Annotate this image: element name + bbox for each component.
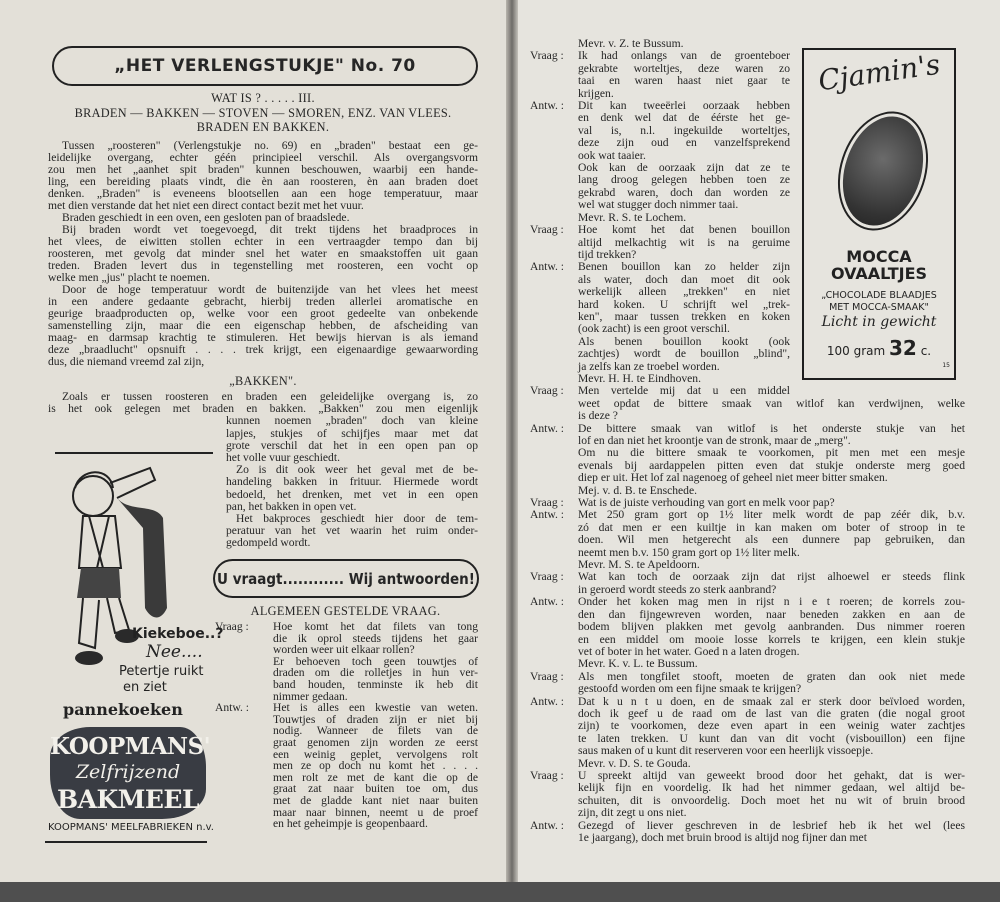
text-line: Benen bouillon kan zo helder zijn (578, 260, 790, 274)
text-line: Onder het koken mag men in rijst n i e t roeren; de korrels zou- (578, 595, 965, 609)
qa-label: Vraag : (530, 768, 564, 782)
text-line: met dien verstande dat het niet een direct contact bezit met het vuur. (48, 199, 364, 212)
text-line: kelijk fijn en voordelig. Ik had het nimmer gedaan, wel altijd be- (578, 781, 965, 795)
text-line: lang droog gelegen hebben toen ze (578, 173, 790, 187)
text-line: maar naar binnen, neemt u de proef (273, 805, 478, 819)
bakken-text (226, 415, 478, 549)
text-line: Wat kan toch de oorzaak zijn dat rijst alhoewel er steeds flink (578, 570, 965, 584)
qa-body (578, 596, 965, 658)
bakken-intro-text (48, 391, 478, 415)
qa-body (273, 621, 478, 702)
koopmans-bakmeel: BAKMEEL (56, 785, 200, 814)
text-line: Door de hoge temperatuur wordt de buitenzijde van het vlees het meest (62, 283, 478, 296)
text-line: ling, een bereiding plaats vindt, die èn aan roosteren, èn aan braden doet (48, 175, 478, 188)
mocca-oval-icon (826, 102, 940, 240)
ad-divider-top (55, 452, 213, 454)
subtitle-wat-is: WAT IS ? . . . . . III. (211, 91, 315, 105)
question-entry (215, 621, 478, 702)
subtitle-braden-bakken: BRADEN EN BAKKEN. (196, 120, 330, 134)
text-line: Mevr. v. Z. te Bussum. (578, 37, 684, 50)
text-line: Mevr. M. S. te Apeldoorn. (578, 558, 700, 572)
qa-label: Vraag : (530, 570, 564, 584)
qa-body (578, 770, 965, 820)
answer-entry (530, 596, 965, 658)
text-line: Mevr. H. H. te Eindhoven. (578, 371, 702, 385)
text-line: weet opdat de bittere smaak van witlof kan verdwijnen, welke (578, 396, 965, 410)
scan-background (0, 882, 1000, 902)
cjamin-tagline-2: MET MOCCA-SMAAK" (829, 302, 929, 313)
text-line: gestoofd worden om een fijne smaak te krijgen? (578, 682, 802, 696)
price-prefix: 100 gram (826, 344, 886, 358)
cjamin-tagline-1: „CHOCOLADE BLAADJES (821, 290, 937, 301)
text-line: Als benen bouillon kookt (ook (578, 334, 790, 348)
text-line: zijn, dit zegt u ons niet. (578, 806, 687, 820)
text-line: 1e jaargang), doch met bruin brood is altijd nog fijner dan met (578, 831, 867, 844)
text-line: schuiten, dit is onvoordelig. Doch moet het nu wit of bruin brood (578, 793, 965, 807)
text-line: is het ook gelegen met braden en bakken. „Bakken" zou men eigenlijk (48, 402, 478, 416)
qa-body (578, 671, 965, 696)
text-line: krijgen. (578, 86, 614, 100)
answer-entry (530, 820, 965, 845)
qa-label: Antw. : (530, 818, 565, 832)
text-line: treden. Braden levert dus in tegenstelling met roosteren, een vocht op (48, 259, 478, 272)
cjamin-product-2: OVAALTJES (830, 264, 928, 283)
text-line: nodig. Wanneer de filets van de (273, 724, 478, 738)
text-line: doch ik geef u de raad om de last van die graten (die nogal groot (578, 706, 965, 720)
text-line: peratuur van het vet waarin het ruim onder- (226, 524, 478, 538)
text-line: Ik had onlangs van de groenteboer (578, 49, 790, 63)
text-line: denken. „Braden" is eveneens blootsellen aan een hoge temperatuur, maar (48, 187, 478, 200)
answer-entry (530, 696, 965, 758)
koopmans-company: KOOPMANS' MEELFABRIEKEN n.v. (48, 822, 214, 833)
qa-body (578, 261, 790, 373)
text-line: te laten trekken. U kunt dan van dit vocht (visbouillon) een fijne (578, 731, 965, 745)
text-line: ja zelfs kan ze troebel worden. (578, 359, 720, 373)
qa-label: Antw. : (530, 421, 565, 435)
text-line: gekrabte worteltjes, deze waren zo (578, 61, 790, 75)
text-line: gedompeld wordt. (226, 536, 311, 550)
text-line: als water, doch dan moet dit ook (578, 272, 790, 286)
qa-label: Antw. : (530, 260, 565, 274)
text-line: samenstelling zijn, maar die een eigenschap hebben, de afscheiding van (48, 319, 478, 332)
text-line: (ook zacht) is een groot verschil. (578, 322, 730, 336)
text-line: Het is alles een kwestie van weten. (273, 701, 478, 715)
text-line: zó dat men er een kuiltje in kan maken om boter of stroop in te (578, 520, 965, 534)
qa-label: Antw. : (530, 99, 565, 113)
text-line: Zo is dit ook weer het geval met de be- (236, 463, 478, 477)
text-line: val is, n.l. ingekuilde worteltjes, (578, 123, 790, 137)
text-line: en denk wel dat de éérste het ge- (578, 111, 790, 125)
text-line: deze „braadlucht" opsnuift . . . . trek krijgt, een eigenaardige gewaarwording (48, 343, 478, 356)
text-line: graat genomen zijn worden ze eerst (273, 735, 478, 749)
text-line: taai en waren haast niet gaar te (578, 74, 790, 88)
price-value: 32 (889, 336, 917, 360)
qa-body (578, 385, 965, 422)
question-entry (530, 571, 965, 596)
text-line: Mevr. v. D. S. te Gouda. (578, 756, 691, 770)
text-line: dus, die niemand vreemd zal zijn, (48, 355, 205, 368)
text-line: gekrabd waren, doch dan worden ze (578, 185, 790, 199)
qa-title: U vraagt............ Wij antwoorden! (217, 569, 475, 588)
cjamin-product-1: MOCCA (846, 247, 912, 266)
qa-body (578, 224, 790, 261)
page-gutter (506, 0, 518, 902)
text-line: tijd trekken? (578, 247, 637, 261)
text-line: doen. Wil men hetgerecht als een dunnere pap gebruiken, dan (578, 533, 965, 547)
text-line: draden om die rolletjes in hun ver- (273, 666, 478, 680)
text-line: Gezegd of liever geschreven in de lesbrief heb ik het wel (lees (578, 818, 965, 832)
koopmans-zelfrijzend: Zelfrijzend (75, 761, 181, 783)
text-line: die ik oprol steeds tijdens het gaar (273, 631, 478, 645)
text-line: en een middel om mooie losse korrels te krijgen, een klein stukje (578, 632, 965, 646)
answer-entry (530, 509, 965, 559)
cjamin-ad (802, 48, 956, 380)
text-line: zou men het „aanhet spit braden" kunnen beschouwen, waarbij een hande- (48, 163, 478, 176)
text-line: grote verschil dat het in een open pan op (226, 438, 478, 452)
qa-label: Vraag : (530, 496, 564, 510)
qa-title-box (213, 559, 479, 598)
text-line: zachtjes) wordt de bouillon „blind", (578, 347, 790, 361)
qa-body (578, 658, 965, 670)
qa-body (578, 100, 790, 212)
text-line: Met 250 gram gort op 1½ liter melk wordt de pap zéér dik, b.v. (578, 508, 965, 522)
text-line: Zoals er tussen roosteren en braden een geleidelijke overgang is, zo (62, 390, 478, 403)
bakken-heading: „BAKKEN". (229, 374, 297, 388)
ad-kiekeboe: Kiekeboe..? (132, 626, 224, 642)
answer-entry (215, 702, 478, 830)
question-entry (530, 671, 965, 696)
text-line: U spreekt altijd van geweekt brood door het gehakt, dat is wer- (578, 768, 965, 782)
text-line: pan, het bakken in open vet. (226, 499, 357, 513)
ad-en-ziet: en ziet (123, 680, 167, 695)
text-line: is deze ? (578, 409, 618, 423)
text-line: Tussen „roosteren" (Verlengstukje no. 69) en „braden" bestaat een ge- (62, 139, 478, 152)
text-line: wel wat stugger doch nimmer taai. (578, 198, 739, 212)
text-line: een weinig geplet, vervolgens rolt (273, 747, 478, 761)
text-line: men rolt ze met de kant die op de (273, 770, 478, 784)
qa-body (578, 571, 965, 596)
question-entry (530, 385, 965, 422)
text-line: Ook kan de oorzaak zijn dat ze te (578, 161, 790, 175)
right-page (518, 0, 1000, 885)
ad-nee: Nee.... (146, 642, 203, 662)
text-line: den dan fijngewreven worden, naar beneden zakken en aan de (578, 607, 965, 621)
qa-label: Antw. : (215, 701, 250, 715)
qa-label: Vraag : (530, 223, 564, 237)
qa-label: Antw. : (530, 508, 565, 522)
koopmans-brand: KOOPMANS' (50, 733, 211, 760)
text-line: Braden geschiedt in een oven, een gesloten pan of braadslede. (62, 211, 350, 224)
ad-number: 15 (942, 362, 950, 369)
subtitle-methods: BRADEN — BAKKEN — STOVEN — SMOREN, ENZ. VAN VLEES. (74, 106, 452, 120)
qa-body (578, 696, 965, 758)
text-line: neemt men b.v. 150 gram gort op 1½ liter melk. (578, 545, 800, 559)
qa-body (273, 702, 478, 830)
text-line: ook wat taaier. (578, 148, 646, 162)
text-line: werkelijk alleen „trekken" en niet (578, 285, 790, 299)
text-line: met de gladde kant niet naar buiten (273, 793, 478, 807)
qa-subtitle: ALGEMEEN GESTELDE VRAAG. (250, 604, 441, 618)
qa-body (578, 509, 965, 559)
text-line: band houden, tenminste ik heb dit (273, 677, 478, 691)
text-line: ken", maar tussen trekken en koken (578, 309, 790, 323)
text-line: lof en dan niet het kroontje van de stronk, maar de „merg". (578, 434, 851, 447)
text-line: nimmer gedaan. (273, 689, 348, 703)
text-line: deze zijn oud en vanzelfsprekend (578, 136, 790, 150)
text-line: worden weer uit elkaar rollen? (273, 643, 415, 657)
text-line: Touwtjes of draden zijn er niet bij (273, 712, 478, 726)
text-line: Hoe komt het dat benen bouillon (578, 223, 790, 237)
text-line: roosteren, met gevolg dat minder snel het water en smaakstoffen uit gaan (48, 247, 478, 260)
ad-pannekoeken: pannekoeken (63, 700, 183, 719)
qa-label: Antw. : (530, 595, 565, 609)
ad-divider-bottom (45, 841, 207, 843)
text-line: Bij braden wordt vet toegevoegd, dit trekt tijdens het braadproces in (62, 223, 478, 236)
text-line: geurige braadproducten op, welke voor een groot gedeelte van onbekende (48, 307, 478, 320)
text-line: handeling bakken in frituur. Hiermede wordt (226, 475, 478, 489)
text-line: altijd melkachtig wit is na geruime (578, 235, 790, 249)
left-page (0, 0, 506, 885)
price-unit: c. (920, 344, 932, 358)
article-title: „HET VERLENGSTUKJE" No. 70 (114, 56, 416, 76)
text-line: welke men „jus" placht te noemen. (48, 271, 210, 284)
koopmans-logo (50, 727, 211, 819)
text-line: en het geheimpje is geopenbaard. (273, 817, 428, 831)
text-line: Er behoeven toch geen touwtjes of (273, 654, 478, 668)
cjamin-price (804, 336, 954, 360)
text-line: men ze op doch nu komt het . . . . (273, 759, 478, 773)
text-line: graat zat naar buiten toe om, dus (273, 782, 478, 796)
text-line: bedoeld, het drenken, met vet in een open (226, 487, 478, 501)
article-title-box (52, 46, 478, 86)
qa-body (578, 820, 965, 845)
cjamin-slogan: Licht in gewicht (821, 314, 937, 330)
text-line: Mevr. R. S. te Lochem. (578, 210, 687, 224)
text-line: diep er uit. Het lof zal nagenoeg of geheel niet meer bitter smaken. (578, 471, 888, 485)
text-line: Mej. v. d. B. te Enschede. (578, 483, 698, 497)
text-line: Dit kan tweeërlei oorzaak hebben (578, 99, 790, 113)
text-line: Wat is de juiste verhouding van gort en melk voor pap? (578, 496, 835, 510)
qa-label: Vraag : (530, 49, 564, 63)
qa-label: Vraag : (530, 669, 564, 683)
text-line: Men vertelde mij dat u een middel (578, 384, 790, 398)
qa-label: Vraag : (530, 384, 564, 398)
signature-entry (530, 658, 965, 670)
question-entry (530, 770, 965, 820)
text-line: zijn) te voorkomen, deze even apart in een weinig water zachtjes (578, 719, 965, 733)
text-line: Mevr. K. v. L. te Bussum. (578, 657, 698, 671)
text-line: maag- en darmsap krachtig te stimuleren. Het bewijs hiervan is als iemand (48, 331, 478, 344)
text-line: evenals bij aardappelen pitten even dat stukje onderste merg goed (578, 458, 965, 472)
qa-section-left (215, 621, 478, 830)
text-line: Dat k u n t u doen, en de smaak zal er sterk door beïvloed worden, (578, 694, 965, 708)
text-line: in een andere gedaante gebracht, hierbij treden allerlei aromatische en (48, 295, 478, 308)
text-line: hard koken. U schrijft wel „trek- (578, 297, 790, 311)
text-line: het volle vuur geschiedt. (226, 451, 340, 464)
qa-label: Antw. : (530, 694, 565, 708)
qa-label (530, 658, 578, 670)
qa-label: Vraag : (215, 620, 249, 633)
text-line: De bittere smaak van witlof is het onderste stukje van het (578, 421, 965, 435)
text-line: Om nu die bittere smaak te voorkomen, pit men met een mesje (578, 446, 965, 460)
text-line: Het bakproces geschiedt hier door de tem- (236, 512, 478, 526)
text-line: Als men tongfilet stooft, moeten de graten dan ook niet mede (578, 669, 965, 683)
text-line: lapjes, stukjes of schijfjes maar met dat (226, 426, 478, 440)
qa-body (578, 423, 965, 485)
text-line: bodem blijven plakken met gevolg aanbranden. Dus nimmer roeren (578, 620, 965, 634)
cjamin-brand: Cjamin's (816, 47, 943, 98)
text-line: in geroerd wordt steeds zo sterk aanbrand? (578, 582, 777, 596)
text-line: saus maken of u kunt dit reserveren voor een heerlijk vissoepje. (578, 744, 874, 758)
text-line: het vlees, de eiwitten stollen echter in een vertraagder tempo dan bij (48, 235, 478, 248)
text-line: leidelijke overgang, echter géén principieel verschil. Als overgangsvorm (48, 151, 478, 164)
text-line: vet of boter in het water. Goed n a laten drogen. (578, 644, 800, 658)
text-line: Hoe komt het dat filets van tong (273, 620, 478, 633)
answer-entry (530, 423, 965, 485)
intro-text (48, 140, 478, 368)
ad-petertje: Petertje ruikt (119, 664, 204, 679)
qa-body (578, 50, 790, 100)
text-line: kunnen noemen „braden" doch van kleine (226, 414, 478, 428)
